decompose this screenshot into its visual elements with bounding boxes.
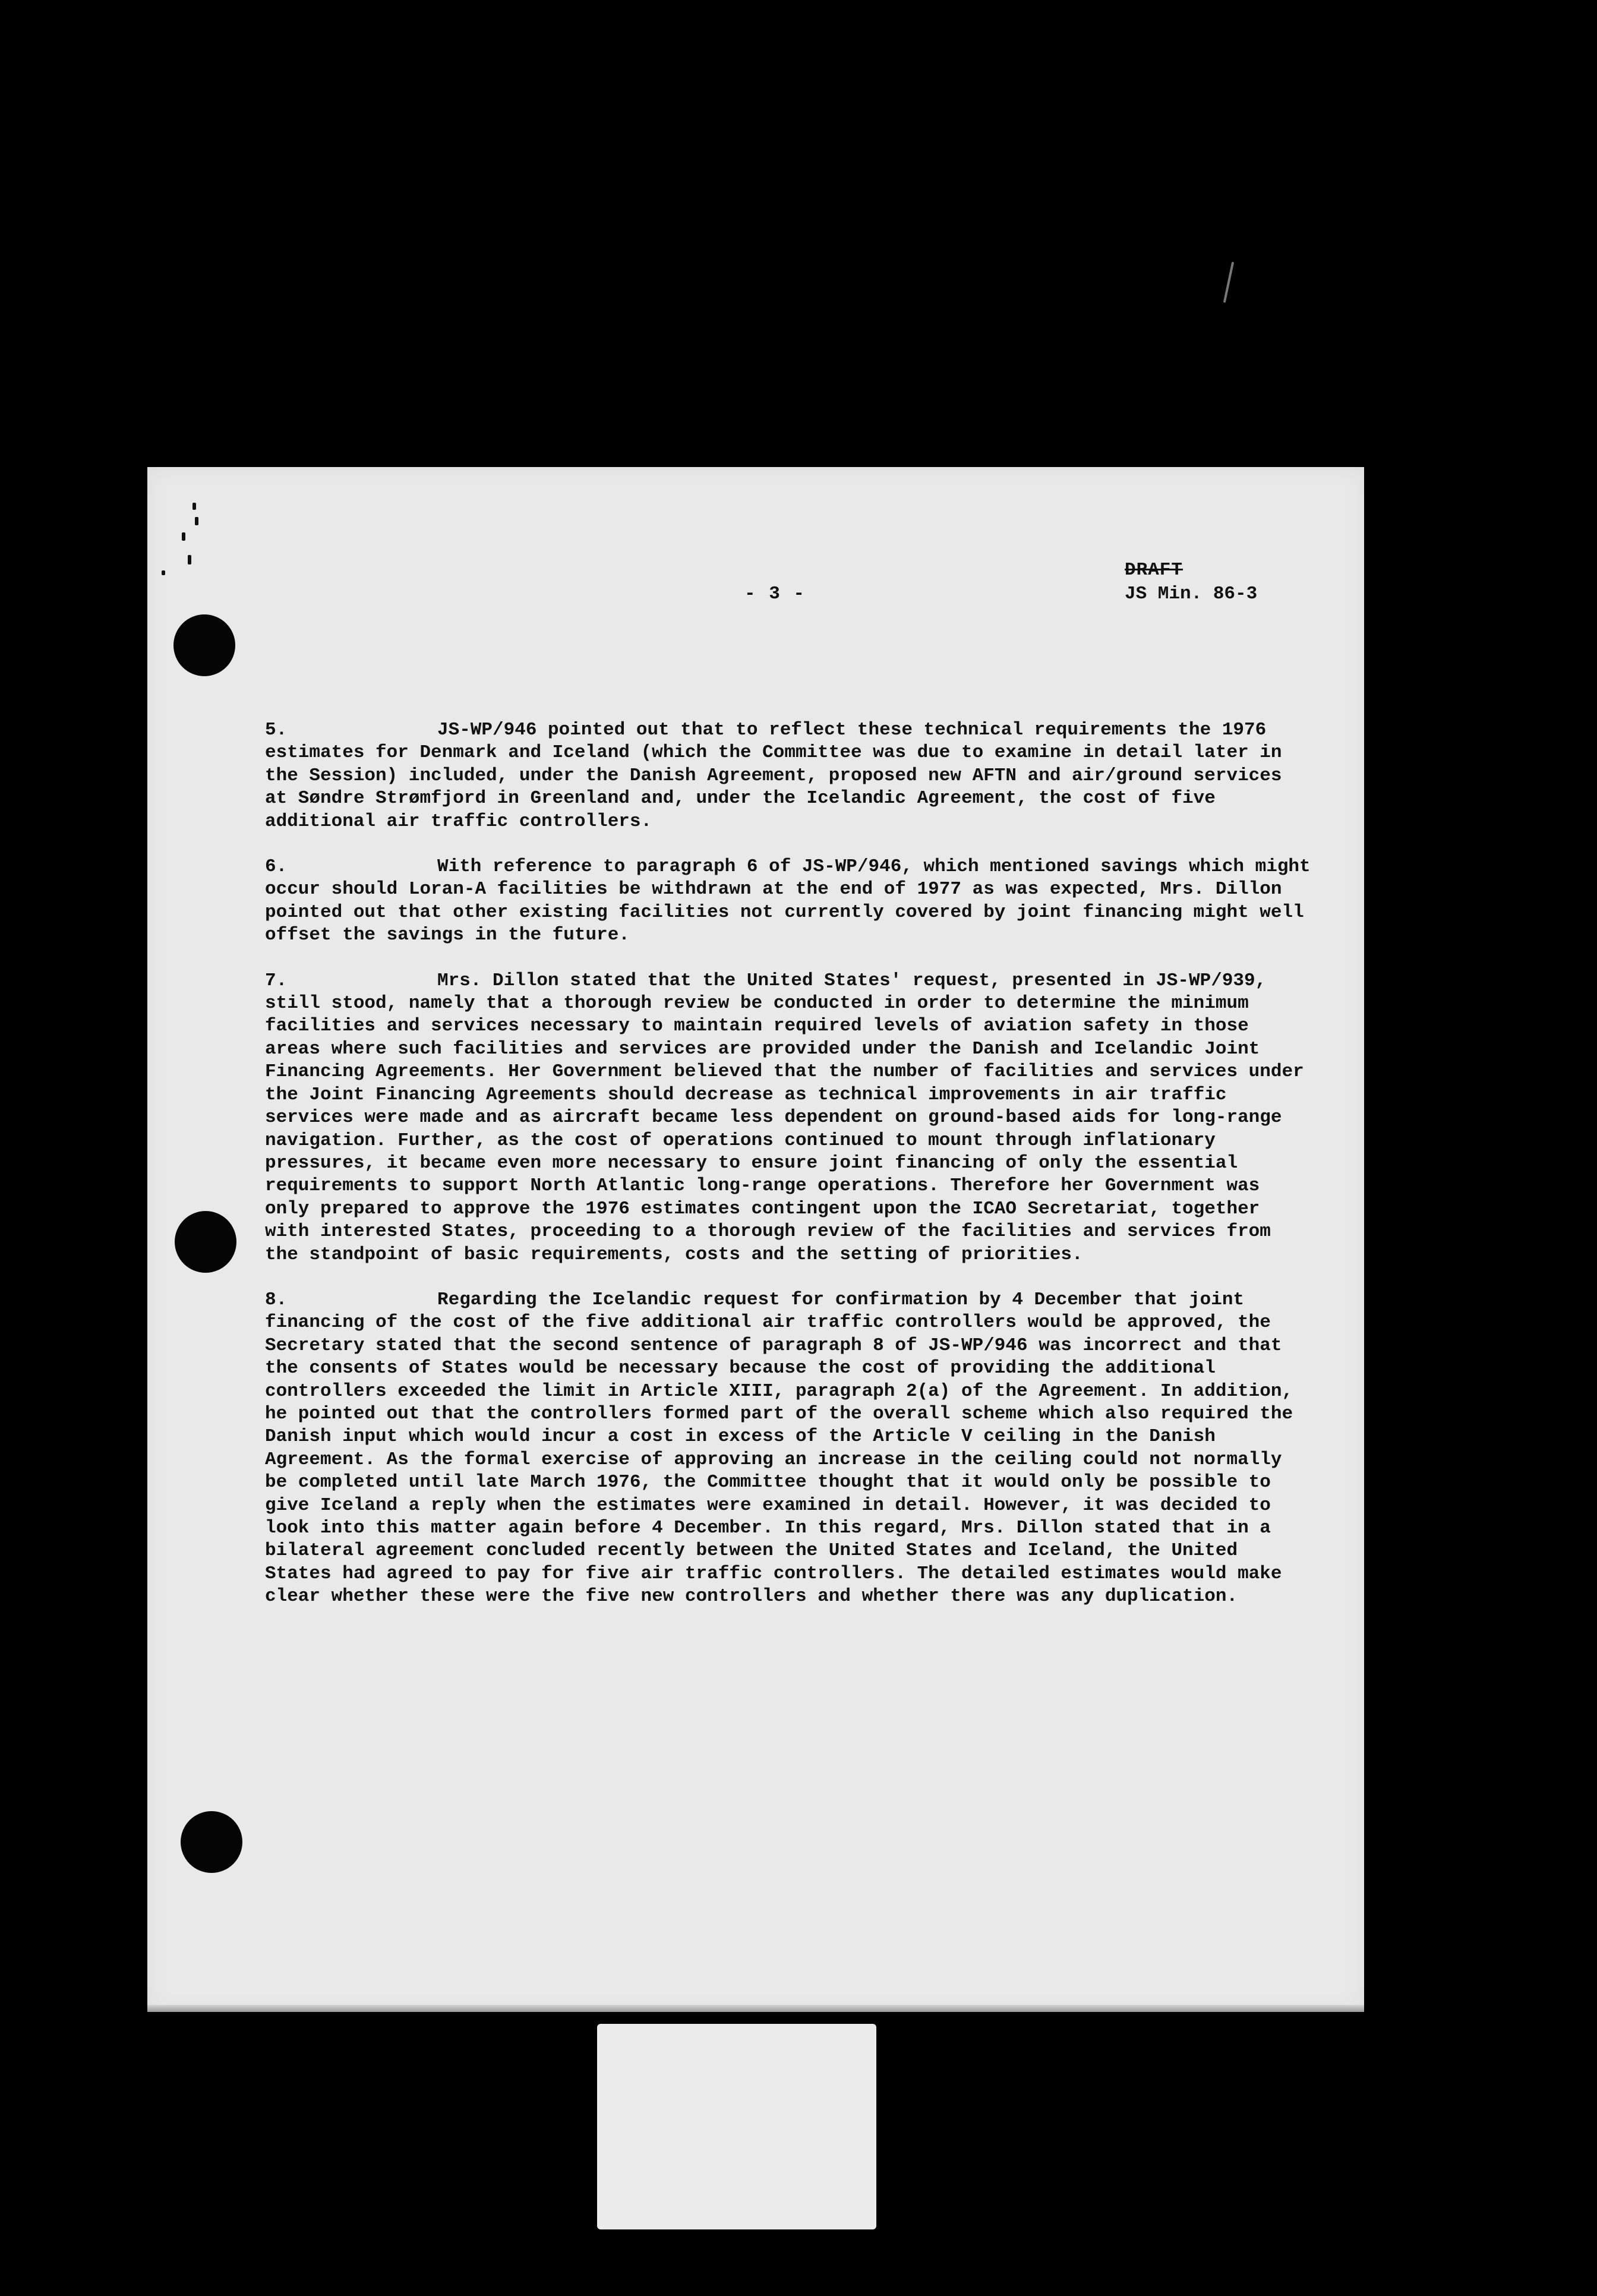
paragraph-number: 5.: [265, 720, 288, 740]
paragraph-number: 8.: [265, 1289, 288, 1310]
paragraph-text: With reference to paragraph 6 of JS-WP/946, which mentioned savings which might occur should Loran-A facilities be withdrawn at the end of 1977 as was expected, Mrs. Dillon pointed out that other existing facilities not currently covered by joint financing might well offset the savings in the future.: [265, 856, 1311, 946]
punch-hole-middle: [175, 1211, 236, 1273]
document-page: [147, 467, 1364, 2012]
punch-hole-top: [173, 614, 235, 676]
page-number: - 3 -: [744, 584, 806, 604]
margin-mark: [188, 555, 191, 564]
paragraph-text: Regarding the Icelandic request for confirmation by 4 December that joint financing of the cost of the five additional air traffic controllers would be approved, the Secretary stated that the second sentence of paragraph 8 of JS-WP/946 was incorrect and that the consents of States would be necessary because the cost of providing the additional controllers exceeded the limit in Article XIII, paragraph 2(a) of the Agreement. In addition, he pointed out that the controllers formed part of the overall scheme which also required the Danish input which would incur a cost in excess of the Article V ceiling in the Danish Agreement. As the formal exercise of approving an increase in the ceiling could not normally be completed until late March 1976, the Committee thought that it would only be possible to give Iceland a reply when the estimates were examined in detail. However, it was decided to look into this matter again before 4 December. In this regard, Mrs. Dillon stated that in a bilateral agreement concluded recently between the United States and Iceland, the United States had agreed to pay for five air traffic controllers. The detailed estimates would make clear whether these were the five new controllers and whether there was any duplication.: [265, 1289, 1293, 1607]
margin-mark: [182, 532, 185, 541]
margin-mark: [162, 570, 165, 575]
draft-stamp: DRAFT: [1125, 560, 1183, 581]
margin-mark: [195, 517, 198, 525]
paragraph-number: 7.: [265, 970, 288, 991]
paragraph-7: [265, 970, 1311, 1266]
paragraph-text: JS-WP/946 pointed out that to reflect these technical requirements the 1976 estimates for Denmark and Iceland (which the Committee was due to examine in detail later in the Session) included, under the Danish Agreement, proposed new AFTN and air/ground services at Søndre Strømfjord in Greenland and, under the Icelandic Agreement, the cost of five additional air traffic controllers.: [265, 720, 1282, 832]
paragraph-8: [265, 1289, 1311, 1609]
punch-hole-bottom: [181, 1811, 242, 1873]
paragraph-6: [265, 856, 1311, 947]
scan-speck: [1223, 261, 1234, 302]
paragraph-number: 6.: [265, 856, 288, 878]
document-reference: JS Min. 86-3: [1125, 584, 1258, 604]
paragraph-5: [265, 719, 1311, 833]
document-body: [265, 719, 1311, 1631]
page-bottom-edge: [147, 2005, 1364, 2012]
paragraph-text: Mrs. Dillon stated that the United States' request, presented in JS-WP/939, still stood, namely that a thorough review be conducted in order to determine the minimum facilities and services necessary to maintain required levels of aviation safety in those areas where such facilities and services are provided under the Danish and Icelandic Joint Financing Agreements. Her Government believed that the number of facilities and services under the Joint Financing Agreements should decrease as technical improvements in air traffic services were made and as aircraft became less dependent on ground-based aids for long-range navigation. Further, as the cost of operations continued to mount through inflationary pressures, it became even more necessary to ensure joint financing of only the essential requirements to support North Atlantic long-range operations. Therefore her Government was only prepared to approve the 1976 estimates contingent upon the ICAO Secretariat, together with interested States, proceeding to a thorough review of the facilities and services from the standpoint of basic requirements, costs and the setting of priorities.: [265, 970, 1304, 1265]
margin-mark: [192, 503, 196, 510]
blank-target-card: [597, 2024, 876, 2229]
